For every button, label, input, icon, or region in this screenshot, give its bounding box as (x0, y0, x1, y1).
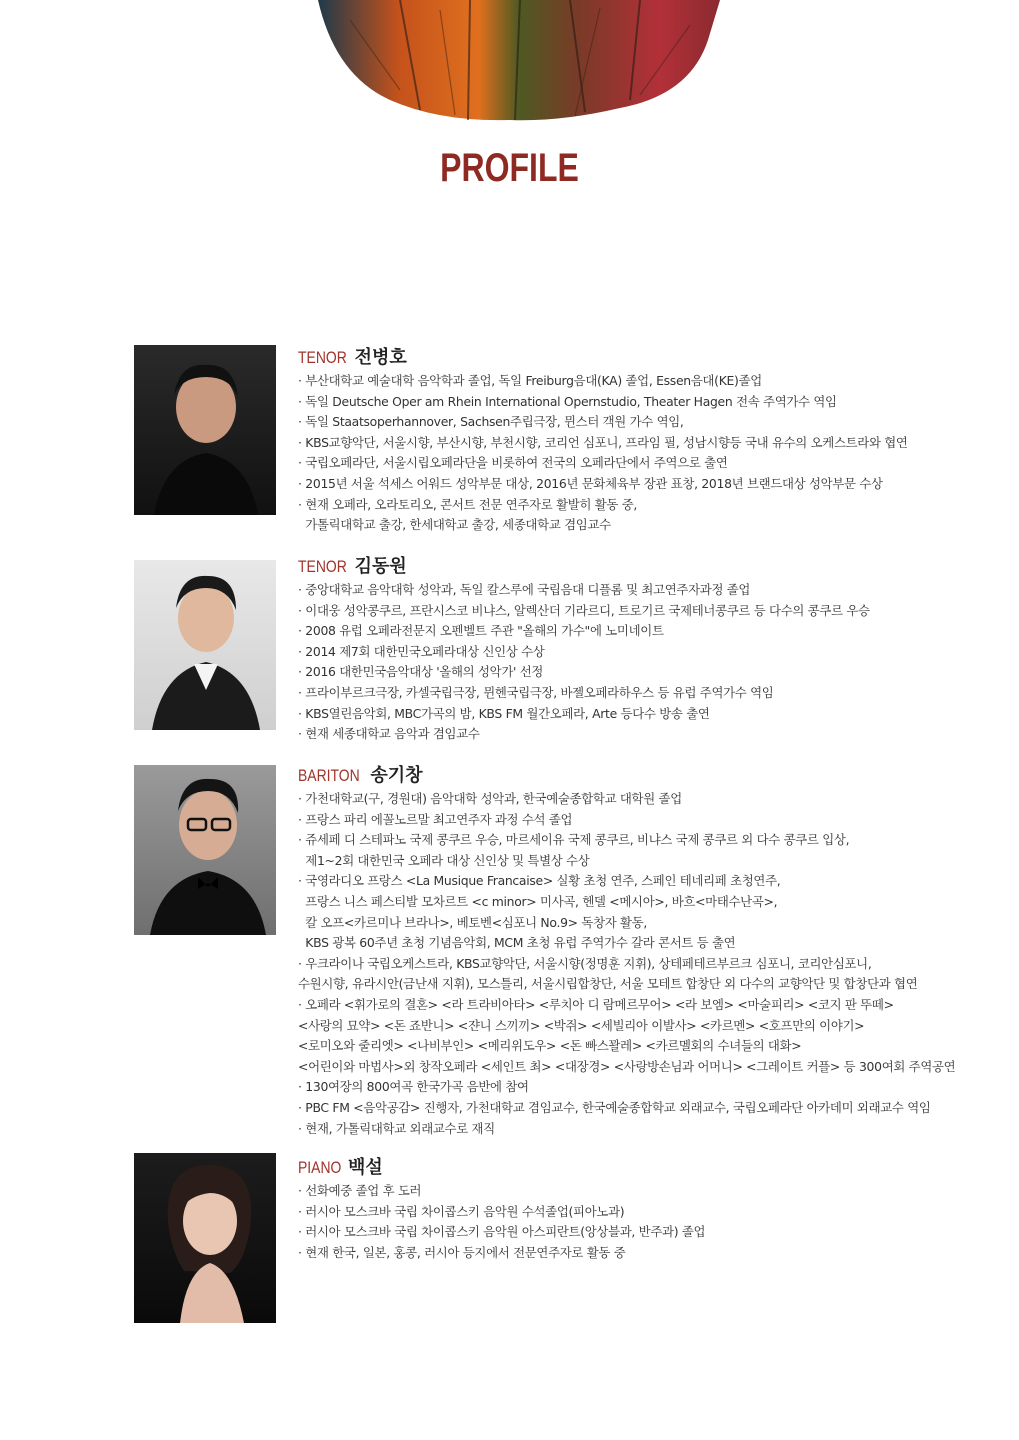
bio-line: · 2008 유럽 오페라전문지 오펜벨트 주관 "올해의 가수"에 노미네이트 (298, 623, 664, 639)
profile-photo (134, 560, 276, 730)
profile-photo (134, 1153, 276, 1323)
bio-line: · 가천대학교(구, 경원대) 음악대학 성악과, 한국예술종합학교 대학원 졸업 (298, 791, 682, 806)
bio-line: 칼 오프<카르미나 브라나>, 베토벤<심포니 No.9> 독창자 활동, (298, 914, 648, 930)
bio-line: · 프랑스 파리 에꼴노르말 최고연주자 과정 수석 졸업 (298, 811, 573, 827)
bio-line: · 이대웅 성악콩쿠르, 프란시스코 비냐스, 알렉산더 기라르디, 트로기르 국제테너콩쿠르 등 다수의 콩쿠르 우승 (298, 602, 870, 618)
person-name: 송기창 (370, 765, 423, 786)
bio-line: <어린이와 마법사>외 창작오페라 <세인트 최> <대장경> <사랑방손님과 어머니> <그레이트 커플> 등 300여회 주역공연 (298, 1058, 956, 1074)
bio-line: · 현재, 가톨릭대학교 외래교수로 재직 (298, 1120, 495, 1136)
bio-line: · 2014 제7회 대한민국오페라대상 신인상 수상 (298, 643, 545, 659)
bio-line: · 독일 Staatsoperhannover, Sachsen주립극장, 뮌스터 객원 가수 역임, (298, 414, 684, 430)
role-label: BARITON (298, 766, 360, 785)
bio-line: · PBC FM <음악공감> 진행자, 가천대학교 겸임교수, 한국예술종합학교 외래교수, 국립오페라단 아카데미 외래교수 역임 (298, 1099, 931, 1115)
bio-line: KBS 광복 60주년 초청 기념음악회, MCM 초청 유럽 주역가수 갈라 콘서트 등 출연 (298, 935, 736, 951)
page-title: PROFILE (440, 146, 579, 190)
bio-line: <로미오와 줄리엣> <나비부인> <메리위도우> <돈 빠스꽐레> <카르멜회의 수녀들의 대화> (298, 1038, 802, 1054)
person-name: 백설 (348, 1157, 383, 1178)
bio-line: · 중앙대학교 음악대학 성악과, 독일 칼스루에 국립음대 디플롬 및 최고연주자과정 졸업 (298, 582, 751, 597)
bio-line: 프랑스 니스 페스티발 모차르트 <c minor> 미사곡, 헨델 <메시아>, 바흐<마태수난곡>, (298, 893, 778, 909)
bio-line: · 2015년 서울 석세스 어워드 성악부문 대상, 2016년 문화체육부 장관 표창, 2018년 브랜드대상 성악부문 수상 (298, 475, 883, 491)
tree-artwork (0, 0, 1019, 130)
bio-line: · 러시아 모스크바 국립 차이콥스키 음악원 수석졸업(피아노과) (298, 1203, 625, 1219)
bio-line: <사랑의 묘약> <돈 죠반니> <쟌니 스끼끼> <박쥐> <세빌리아 이발사> <카르멘> <호프만의 이야기> (298, 1017, 865, 1033)
bio-line: · 오페라 <휘가로의 결혼> <라 트라비아타> <루치아 디 람메르무어> <라 보엠> <마술피리> <코지 판 뚜떼> (298, 996, 894, 1012)
person-name: 김동원 (354, 556, 407, 577)
profile-photo (134, 345, 276, 515)
bio-line: · 선화예중 졸업 후 도러 (298, 1183, 422, 1198)
bio-line: 제1~2회 대한민국 오페라 대상 신인상 및 특별상 수상 (298, 852, 590, 868)
role-label: PIANO (298, 1158, 342, 1177)
bio-line: · 국립오페라단, 서울시립오페라단을 비롯하여 전국의 오페라단에서 주역으로 출연 (298, 455, 728, 471)
bio-line: · 현재 한국, 일본, 홍콩, 러시아 등지에서 전문연주자로 활동 중 (298, 1244, 626, 1260)
bio-line: · 현재 세종대학교 음악과 겸임교수 (298, 726, 480, 742)
bio-line: · 프라이부르크극장, 카셀국립극장, 뮌헨국립극장, 바젤오페라하우스 등 유럽 주역가수 역임 (298, 684, 774, 700)
bio-line: · 우크라이나 국립오케스트라, KBS교향악단, 서울시향(정명훈 지휘), 상테페테르부르크 심포니, 코리안심포니, (298, 955, 872, 971)
role-label: TENOR (298, 348, 347, 367)
bio-line: · 현재 오페라, 오라토리오, 콘서트 전문 연주자로 활발히 활동 중, (298, 496, 638, 512)
bio-line: 가톨릭대학교 출강, 한세대학교 출강, 세종대학교 겸임교수 (298, 517, 611, 533)
role-label: TENOR (298, 557, 347, 576)
bio-line: · 부산대학교 예술대학 음악학과 졸업, 독일 Freiburg음대(KA) 졸업, Essen음대(KE)졸업 (298, 373, 762, 388)
bio-line: · 130여장의 800여곡 한국가곡 음반에 참여 (298, 1079, 529, 1095)
bio-line: · 국영라디오 프랑스 <La Musique Francaise> 실황 초청 연주, 스페인 테네리페 초청연주, (298, 873, 781, 889)
bio-line: · 러시아 모스크바 국립 차이콥스키 음악원 아스피란트(앙상블과, 반주과) 졸업 (298, 1224, 706, 1240)
person-name: 전병호 (354, 347, 407, 368)
bio-line: · 2016 대한민국음악대상 '올해의 성악가' 선정 (298, 664, 544, 680)
bio-line: · KBS교향악단, 서울시향, 부산시향, 부천시향, 코리언 심포니, 프라임 필, 성남시향등 국내 유수의 오케스트라와 협연 (298, 434, 908, 450)
bio-line: · 독일 Deutsche Oper am Rhein International Opernstudio, Theater Hagen 전속 주역가수 역임 (298, 393, 837, 409)
bio-line: · 쥬세페 디 스테파노 국제 콩쿠르 우승, 마르세이유 국제 콩쿠르, 비냐스 국제 콩쿠르 외 다수 콩쿠르 입상, (298, 832, 850, 848)
profile-photo (134, 765, 276, 935)
bio-line: 수원시향, 유라시안(금난새 지휘), 모스틀리, 서울시립합창단, 서울 모테트 합창단 외 다수의 교향악단 및 합창단과 협연 (298, 976, 918, 992)
bio-line: · KBS열린음악회, MBC가곡의 밤, KBS FM 월간오페라, Arte 등다수 방송 출연 (298, 705, 710, 721)
